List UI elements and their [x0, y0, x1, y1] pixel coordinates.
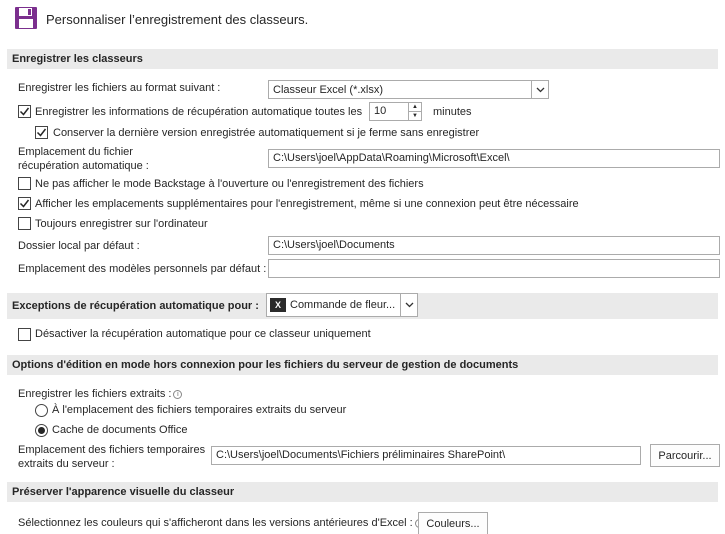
section-offline-editing: Options d'édition en mode hors connexion pour les fichiers du serveur de gestion de documents	[7, 355, 718, 375]
drafts-location-label-line2: extraits du serveur :	[18, 458, 115, 470]
excel-icon: X	[270, 298, 286, 312]
server-drafts-radio[interactable]	[35, 404, 48, 417]
always-save-local-label: Toujours enregistrer sur l'ordinateur	[35, 218, 208, 230]
chevron-down-icon[interactable]	[531, 81, 548, 98]
section-preserve-appearance: Préserver l'apparence visuelle du classeur	[7, 482, 718, 502]
autorecover-minutes-value[interactable]: 10	[374, 105, 387, 117]
colors-button[interactable]: Couleurs...	[418, 512, 488, 534]
save-icon	[14, 6, 38, 30]
browse-button[interactable]: Parcourir...	[650, 444, 720, 467]
autorecover-label: Enregistrer les informations de récupération automatique toutes les	[35, 106, 363, 118]
save-checked-out-label	[18, 388, 182, 400]
chevron-down-icon[interactable]	[400, 294, 417, 316]
autorecover-location-field[interactable]: C:\Users\joel\AppData\Roaming\Microsoft\Excel\	[268, 149, 720, 168]
drafts-location-label-line1: Emplacement des fichiers temporaires	[18, 444, 206, 456]
save-format-value: Classeur Excel (*.xlsx)	[273, 83, 384, 96]
show-more-locations-label: Afficher les emplacements supplémentaires pour l'enregistrement, même si une connexion peut être nécessaire	[35, 198, 579, 210]
templates-location-field[interactable]	[268, 259, 720, 278]
colors-label	[18, 517, 424, 529]
no-backstage-label: Ne pas afficher le mode Backstage à l'ouverture ou l'enregistrement des fichiers	[35, 178, 424, 190]
autorecover-location-label-line2: récupération automatique :	[18, 160, 149, 172]
autorecover-minutes-stepper[interactable]	[369, 102, 422, 121]
exception-workbook-select[interactable]	[266, 293, 418, 317]
disable-autorecover-label: Désactiver la récupération automatique pour ce classeur uniquement	[35, 328, 371, 340]
office-cache-label: Cache de documents Office	[52, 424, 188, 436]
no-backstage-checkbox[interactable]	[18, 177, 31, 190]
show-more-locations-checkbox[interactable]	[18, 197, 31, 210]
drafts-location-field[interactable]: C:\Users\joel\Documents\Fichiers préliminaires SharePoint\	[211, 446, 641, 465]
autorecover-location-label-line1: Emplacement du fichier	[18, 146, 133, 158]
office-cache-radio[interactable]	[35, 424, 48, 437]
always-save-local-checkbox[interactable]	[18, 217, 31, 230]
templates-location-label: Emplacement des modèles personnels par défaut :	[18, 263, 267, 275]
radio-selected-dot	[38, 427, 45, 434]
keep-last-version-checkbox[interactable]	[35, 126, 48, 139]
disable-autorecover-checkbox[interactable]	[18, 328, 31, 341]
page-title: Personnaliser l’enregistrement des classeurs.	[46, 12, 309, 27]
stepper-down-icon[interactable]: ▼	[409, 111, 421, 120]
server-drafts-label: À l'emplacement des fichiers temporaires extraits du serveur	[52, 404, 347, 416]
stepper-up-icon[interactable]: ▲	[412, 104, 418, 110]
exception-workbook-value: Commande de fleur...	[290, 299, 396, 311]
section-autorecover-exceptions-title: Exceptions de récupération automatique pour :	[12, 300, 259, 312]
info-icon: i	[173, 390, 182, 399]
keep-last-version-label: Conserver la dernière version enregistrée automatiquement si je ferme sans enregistrer	[53, 127, 480, 139]
default-local-folder-field[interactable]: C:\Users\joel\Documents	[268, 236, 720, 255]
section-save-workbooks: Enregistrer les classeurs	[7, 49, 718, 69]
save-checked-out-text: Enregistrer les fichiers extraits :	[18, 388, 172, 400]
save-format-select[interactable]	[268, 80, 549, 99]
autorecover-checkbox[interactable]	[18, 105, 31, 118]
minutes-label: minutes	[433, 106, 472, 118]
default-local-folder-label: Dossier local par défaut :	[18, 240, 140, 252]
save-format-label: Enregistrer les fichiers au format suivant :	[18, 82, 221, 94]
colors-label-text: Sélectionnez les couleurs qui s'afficheront dans les versions antérieures d'Excel :	[18, 517, 413, 529]
